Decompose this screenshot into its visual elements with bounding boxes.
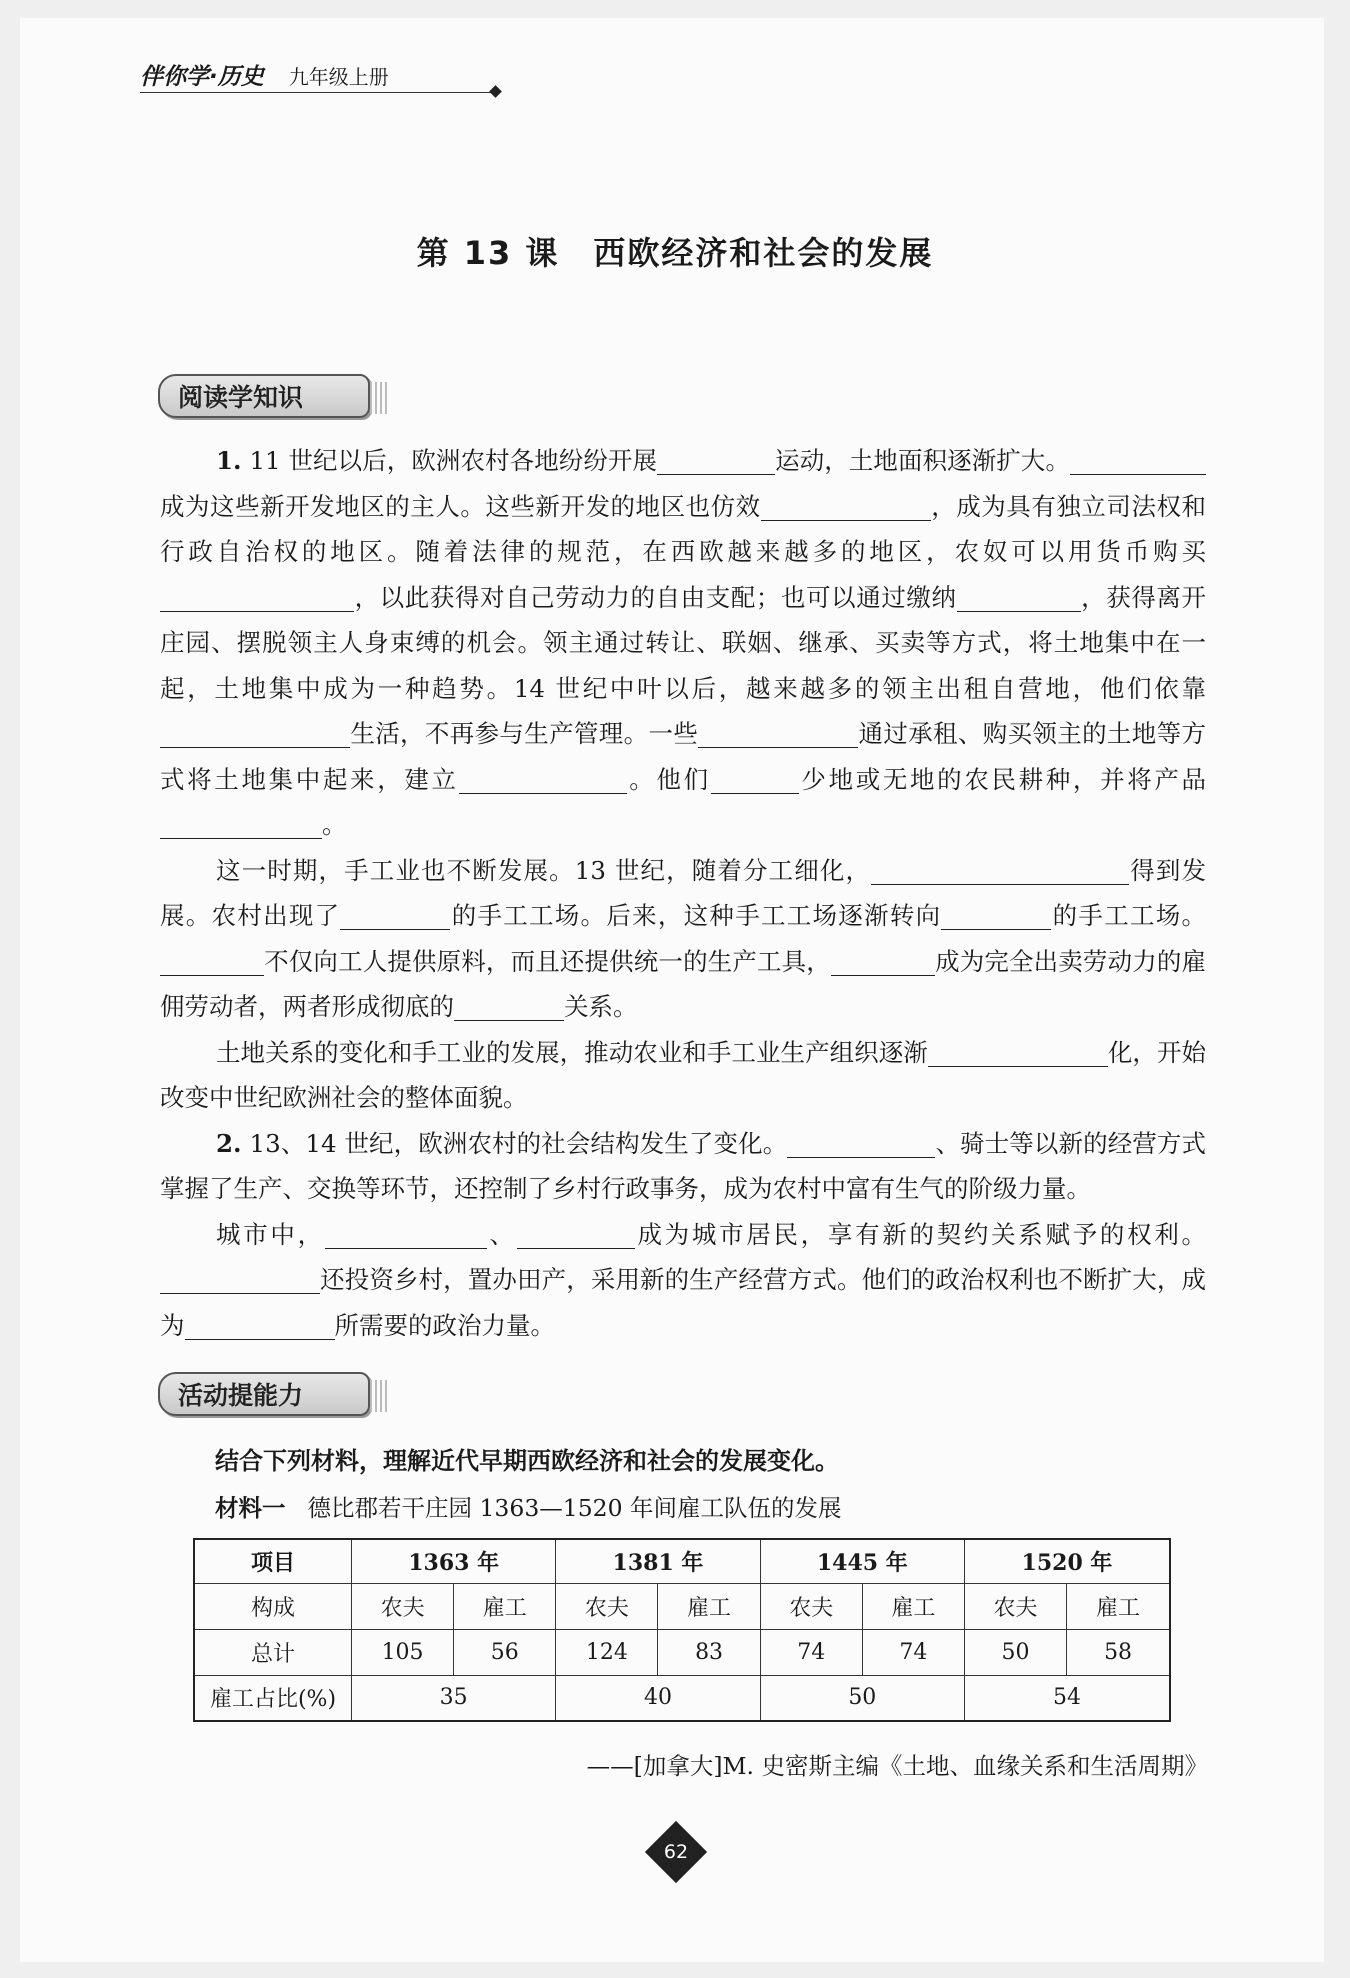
answer-blank[interactable] bbox=[160, 1263, 320, 1294]
answer-blank[interactable] bbox=[160, 945, 264, 976]
header-cell: 1445 年 bbox=[760, 1539, 964, 1583]
text: 所需要的政治力量。 bbox=[334, 1310, 555, 1340]
answer-blank[interactable] bbox=[957, 581, 1081, 612]
answer-blank[interactable] bbox=[711, 763, 799, 794]
paragraph-city bbox=[160, 1212, 1206, 1349]
source-citation: ——[加拿大]M. 史密斯主编《土地、血缘关系和生活周期》 bbox=[586, 1752, 1208, 1780]
header-cell: 1520 年 bbox=[964, 1539, 1170, 1583]
text: 成为完全出卖劳动力的雇佣劳动者，两者形成彻底的 bbox=[160, 946, 1207, 1021]
text: 关系。 bbox=[564, 992, 638, 1021]
answer-blank[interactable] bbox=[928, 1036, 1108, 1067]
text: 土地关系的变化和手工业的发展，推动农业和手工业生产组织逐渐 bbox=[216, 1037, 928, 1067]
lesson-title: 第 13 课 西欧经济和社会的发展 bbox=[416, 234, 934, 272]
section-label: 阅读学知识 bbox=[178, 383, 304, 412]
header-cell: 1363 年 bbox=[352, 1539, 556, 1583]
question-number: 2. bbox=[216, 1128, 242, 1158]
text: 城市中， bbox=[216, 1219, 325, 1249]
text: 13、14 世纪，欧洲农村的社会结构发生了变化。 bbox=[249, 1128, 788, 1158]
answer-blank[interactable] bbox=[454, 990, 564, 1021]
text: 得到发展。农村出现了 bbox=[160, 855, 1207, 930]
table-row bbox=[194, 1629, 1170, 1675]
text: 的手工工场。后来，这种手工工场逐渐转向 bbox=[450, 901, 942, 930]
book-header bbox=[140, 58, 389, 91]
table-cell: 农夫 bbox=[760, 1583, 862, 1629]
text: 通过承租、购买领主的土地等方式将土地集中起来，建立 bbox=[160, 719, 1206, 794]
answer-blank[interactable] bbox=[761, 490, 931, 521]
paragraph-handicraft bbox=[160, 848, 1206, 1030]
material-table bbox=[193, 1538, 1171, 1722]
answer-blank[interactable] bbox=[657, 444, 775, 475]
table-cell: 农夫 bbox=[964, 1583, 1066, 1629]
table-cell: 105 bbox=[352, 1629, 454, 1675]
table-row bbox=[194, 1583, 1170, 1629]
answer-blank[interactable] bbox=[831, 945, 935, 976]
answer-blank[interactable] bbox=[459, 763, 627, 794]
table-cell: 35 bbox=[352, 1675, 556, 1721]
paragraph-q1 bbox=[160, 438, 1206, 848]
table-cell: 农夫 bbox=[556, 1583, 658, 1629]
header-rule bbox=[140, 92, 495, 93]
question-number: 1. bbox=[216, 446, 242, 475]
text: 运动，土地面积逐渐扩大。 bbox=[775, 446, 1071, 475]
table-cell: 雇工 bbox=[658, 1583, 760, 1629]
answer-blank[interactable] bbox=[325, 1218, 487, 1249]
text: 生活，不再参与生产管理。一些 bbox=[350, 719, 699, 748]
table-cell: 40 bbox=[556, 1675, 760, 1721]
table-cell: 56 bbox=[454, 1629, 556, 1675]
text: 的手工工场。 bbox=[1051, 901, 1207, 930]
answer-blank[interactable] bbox=[160, 581, 354, 612]
text: 成为城市居民，享有新的契约关系赋予的权利。 bbox=[634, 1219, 1207, 1249]
text: 成为这些新开发地区的主人。这些新开发的地区也仿效 bbox=[160, 491, 761, 521]
table-cell: 农夫 bbox=[352, 1583, 454, 1629]
answer-blank[interactable] bbox=[871, 854, 1129, 885]
header-cell: 项目 bbox=[194, 1539, 352, 1583]
text: 化，开始改变中世纪欧洲社会的整体面貌。 bbox=[160, 1037, 1207, 1112]
stripes-decoration bbox=[370, 1380, 390, 1412]
table-cell: 124 bbox=[556, 1629, 658, 1675]
answer-blank[interactable] bbox=[160, 808, 322, 839]
text: ，成为具有独立司法权和行政自治权的地区。随着法律的规范，在西欧越来越多的地区，农奴可以用货币购买 bbox=[160, 491, 1207, 566]
text: 少地或无地的农民耕种，并将产品 bbox=[798, 764, 1207, 794]
answer-blank[interactable] bbox=[340, 899, 450, 930]
table-cell: 74 bbox=[760, 1629, 862, 1675]
table-cell: 50 bbox=[964, 1629, 1066, 1675]
section-tab-activity bbox=[158, 1372, 370, 1416]
answer-blank[interactable] bbox=[517, 1218, 635, 1249]
stripes-decoration bbox=[370, 382, 390, 414]
paragraph-summary bbox=[160, 1030, 1206, 1121]
paragraph-q2 bbox=[160, 1121, 1206, 1212]
text: 、骑士等以新的经营方式掌握了生产、交换等环节，还控制了乡村行政事务，成为农村中富有生气的阶级力量。 bbox=[160, 1128, 1207, 1203]
section-tab-reading bbox=[158, 374, 370, 418]
row-label: 总计 bbox=[194, 1629, 352, 1675]
table-cell: 74 bbox=[862, 1629, 964, 1675]
table-cell: 58 bbox=[1067, 1629, 1170, 1675]
text: ，获得离开庄园、摆脱领主人身束缚的机会。领主通过转让、联姻、继承、买卖等方式，将土地集中在一起，土地集中成为一种趋势。14 世纪中叶以后，越来越多的领主出租自营地，他们依靠 bbox=[160, 582, 1207, 703]
answer-blank[interactable] bbox=[1070, 444, 1206, 475]
material-caption bbox=[215, 1489, 842, 1523]
table-cell: 雇工 bbox=[862, 1583, 964, 1629]
text: 还投资乡村，置办田产，采用新的生产经营方式。他们的政治权利也不断扩大，成为 bbox=[160, 1265, 1206, 1340]
activity-instruction: 结合下列材料，理解近代早期西欧经济和社会的发展变化。 bbox=[215, 1447, 839, 1475]
section-label: 活动提能力 bbox=[178, 1381, 304, 1410]
material-label: 材料一 bbox=[215, 1494, 286, 1522]
text: 这一时期，手工业也不断发展。13 世纪，随着分工细化， bbox=[216, 855, 872, 885]
table-cell: 83 bbox=[658, 1629, 760, 1675]
text: 。他们 bbox=[626, 764, 711, 794]
table-header-row bbox=[194, 1539, 1170, 1583]
text: ，以此获得对自己劳动力的自由支配；也可以通过缴纳 bbox=[354, 582, 957, 612]
text: 。 bbox=[322, 810, 347, 839]
material-title: 德比郡若干庄园 1363—1520 年间雇工队伍的发展 bbox=[307, 1494, 842, 1522]
header-cell: 1381 年 bbox=[556, 1539, 760, 1583]
text: 11 世纪以后，欧洲农村各地纷纷开展 bbox=[249, 446, 658, 475]
text: 不仅向工人提供原料，而且还提供统一的生产工具， bbox=[264, 946, 831, 976]
table-cell: 雇工 bbox=[1067, 1583, 1170, 1629]
answer-blank[interactable] bbox=[185, 1309, 335, 1340]
table-cell: 54 bbox=[964, 1675, 1170, 1721]
reading-content bbox=[160, 438, 1206, 1348]
table-cell: 50 bbox=[760, 1675, 964, 1721]
row-label: 雇工占比(%) bbox=[194, 1675, 352, 1721]
table-cell: 雇工 bbox=[454, 1583, 556, 1629]
series-name: 伴你学·历史 bbox=[140, 64, 264, 90]
grade-label: 九年级上册 bbox=[288, 65, 389, 89]
row-label: 构成 bbox=[194, 1583, 352, 1629]
answer-blank[interactable] bbox=[941, 899, 1051, 930]
page-number: 62 bbox=[663, 1841, 689, 1863]
text: 、 bbox=[486, 1219, 517, 1249]
answer-blank[interactable] bbox=[787, 1127, 935, 1158]
answer-blank[interactable] bbox=[698, 717, 858, 748]
answer-blank[interactable] bbox=[160, 717, 350, 748]
table-row bbox=[194, 1675, 1170, 1721]
